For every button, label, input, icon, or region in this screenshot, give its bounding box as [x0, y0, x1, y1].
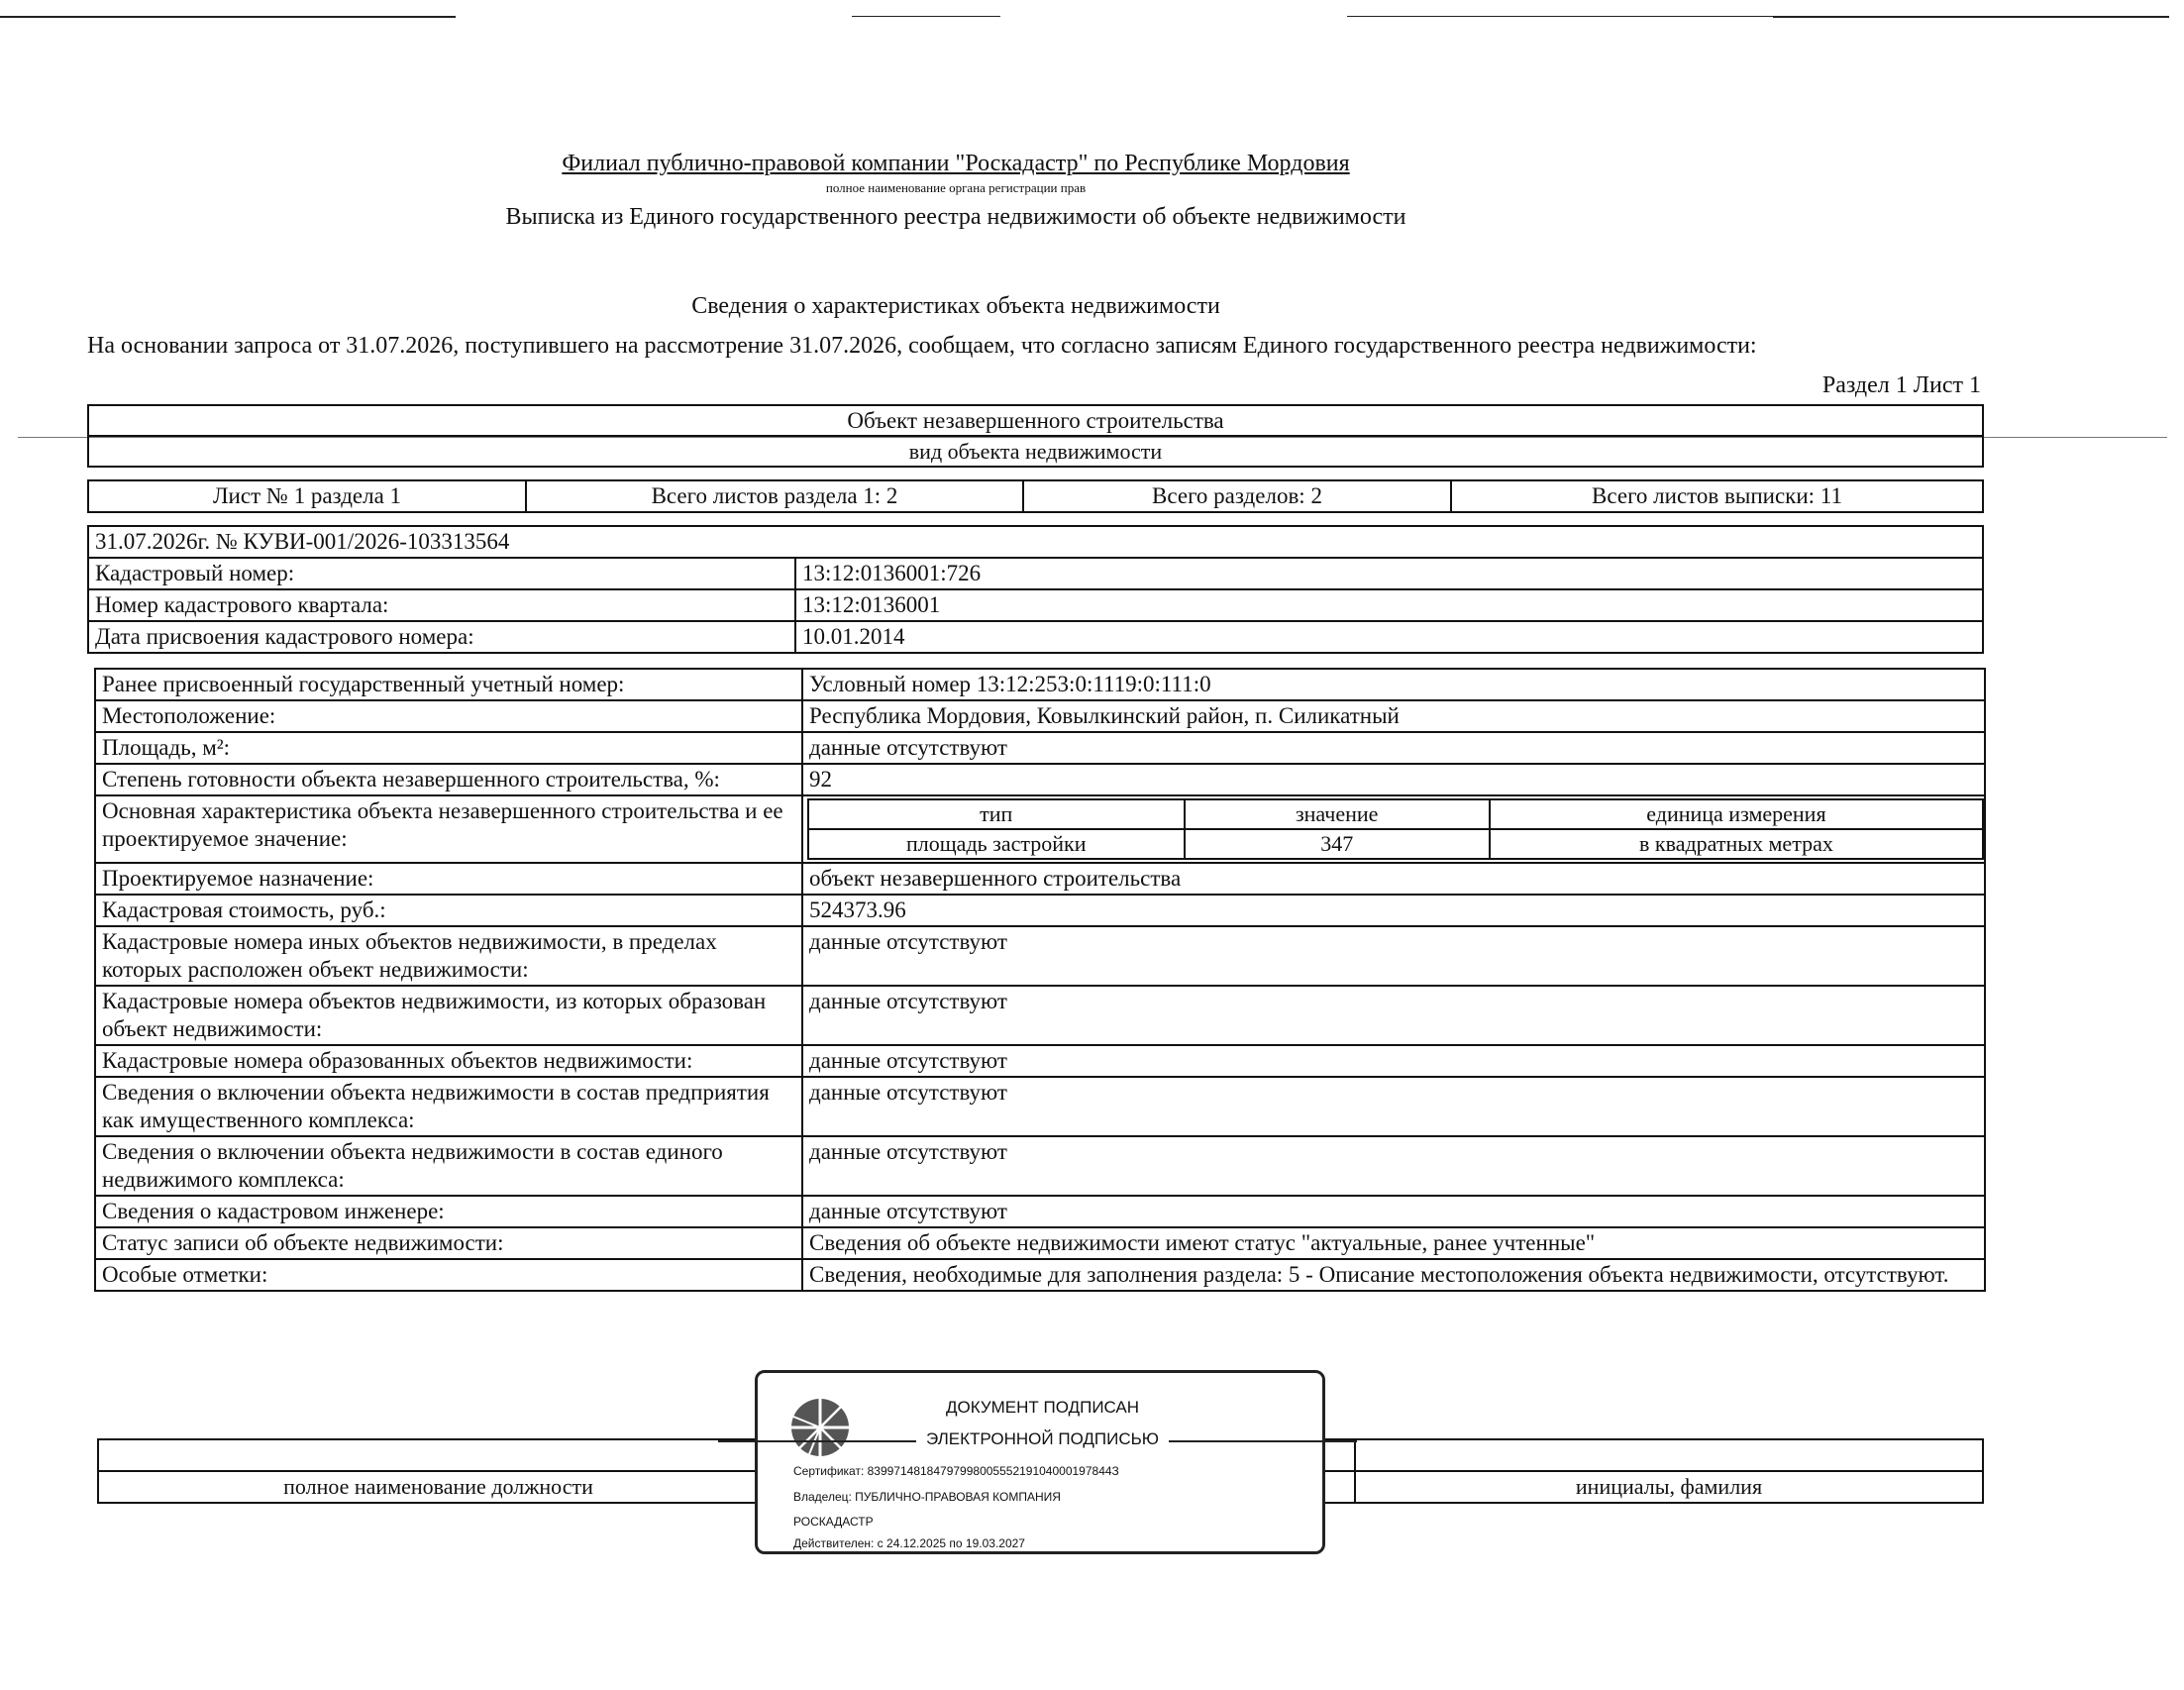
request-basis: На основании запроса от 31.07.2026, поступившего на рассмотрение 31.07.2026, сообщаем, что согласно записям Единого государственного реестра недвижимости:	[87, 333, 1757, 359]
table-row	[95, 1196, 1985, 1227]
organization-name: Филиал публично-правовой компании "Роскадастр" по Республике Мордовия	[562, 151, 1350, 176]
section-sheets-total: Всего листов раздела 1: 2	[526, 480, 1023, 512]
position-cell	[98, 1439, 779, 1471]
field-label: Статус записи об объекте недвижимости:	[95, 1227, 802, 1259]
scan-line	[852, 16, 1000, 17]
characteristics-table	[94, 668, 1986, 1292]
table-row	[95, 795, 1985, 863]
table-cell: 347	[1185, 829, 1490, 859]
stamp-rule	[718, 1440, 916, 1442]
table-cell: площадь застройки	[808, 829, 1185, 859]
extract-title: Выписка из Единого государственного реестра недвижимости об объекте недвижимости	[505, 204, 1406, 230]
field-value: данные отсутствуют	[802, 926, 1985, 986]
field-label: Кадастровые номера иных объектов недвижимости, в пределах которых расположен объект недвижимости:	[95, 926, 802, 986]
position-caption: полное наименование должности	[98, 1471, 779, 1503]
field-label: Степень готовности объекта незавершенного строительства, %:	[95, 764, 802, 795]
table-row	[95, 764, 1985, 795]
table-row	[95, 1259, 1985, 1291]
field-label: Сведения о включении объекта недвижимости в состав единого недвижимого комплекса:	[95, 1136, 802, 1196]
table-row	[95, 700, 1985, 732]
main-characteristic-cell	[802, 795, 1985, 863]
record-number: 31.07.2026г. № КУВИ-001/2026-103313564	[88, 526, 1983, 558]
name-caption: инициалы, фамилия	[1355, 1471, 1983, 1503]
field-value: объект незавершенного строительства	[802, 863, 1985, 895]
scan-line	[1773, 16, 2169, 18]
stamp-owner: Владелец: ПУБЛИЧНО-ПРАВОВАЯ КОМПАНИЯ	[793, 1490, 1061, 1504]
field-label: Местоположение:	[95, 700, 802, 732]
sections-total: Всего разделов: 2	[1023, 480, 1451, 512]
stamp-validity: Действителен: с 24.12.2025 по 19.03.2027	[793, 1536, 1025, 1550]
table-row	[88, 621, 1983, 653]
table-row	[95, 926, 1985, 986]
field-value: данные отсутствуют	[802, 1136, 1985, 1196]
field-value: 13:12:0136001	[795, 589, 1983, 621]
field-label: Площадь, м²:	[95, 732, 802, 764]
table-cell: в квадратных метрах	[1490, 829, 1983, 859]
field-label: Кадастровые номера образованных объектов недвижимости:	[95, 1045, 802, 1077]
stamp-title: ДОКУМЕНТ ПОДПИСАН	[946, 1398, 1140, 1417]
sheets-table	[87, 479, 1984, 513]
table-row	[95, 895, 1985, 926]
field-label: Номер кадастрового квартала:	[88, 589, 795, 621]
field-label: Проектируемое назначение:	[95, 863, 802, 895]
field-value: Республика Мордовия, Ковылкинский район, п. Силикатный	[802, 700, 1985, 732]
scan-line	[1347, 16, 1822, 17]
column-header: значение	[1185, 799, 1490, 829]
field-value: 524373.96	[802, 895, 1985, 926]
stamp-certificate: Сертификат: 8399714818479799800555219104000197844З	[793, 1464, 1119, 1478]
field-value: данные отсутствуют	[802, 732, 1985, 764]
field-label: Кадастровая стоимость, руб.:	[95, 895, 802, 926]
stamp-subtitle: ЭЛЕКТРОННОЙ ПОДПИСЬЮ	[926, 1429, 1159, 1448]
field-label: Ранее присвоенный государственный учетный номер:	[95, 669, 802, 700]
field-value: Условный номер 13:12:253:0:1119:0:111:0	[802, 669, 1985, 700]
name-cell	[1355, 1439, 1983, 1471]
object-type-table	[87, 404, 1984, 468]
field-value: Сведения, необходимые для заполнения раздела: 5 - Описание местоположения объекта недвижимости, отсутствуют.	[802, 1259, 1985, 1291]
main-characteristic-table	[807, 798, 1984, 860]
table-row	[88, 558, 1983, 589]
table-row	[95, 732, 1985, 764]
extract-sheets-total: Всего листов выписки: 11	[1451, 480, 1983, 512]
object-type-value: Объект незавершенного строительства	[88, 405, 1983, 436]
field-value: Сведения об объекте недвижимости имеют статус "актуальные, ранее учтенные"	[802, 1227, 1985, 1259]
field-value: 10.01.2014	[795, 621, 1983, 653]
stamp-owner-name: РОСКАДАСТР	[793, 1515, 874, 1529]
column-header: тип	[808, 799, 1185, 829]
table-row	[95, 1136, 1985, 1196]
field-value: данные отсутствуют	[802, 1077, 1985, 1136]
field-label: Особые отметки:	[95, 1259, 802, 1291]
field-value: данные отсутствуют	[802, 1045, 1985, 1077]
field-label: Сведения о кадастровом инженере:	[95, 1196, 802, 1227]
field-label: Кадастровые номера объектов недвижимости, из которых образован объект недвижимости:	[95, 986, 802, 1045]
field-value: 92	[802, 764, 1985, 795]
sheet-number: Лист № 1 раздела 1	[88, 480, 526, 512]
table-row	[95, 669, 1985, 700]
organization-caption: полное наименование органа регистрации прав	[825, 180, 1087, 195]
field-value: данные отсутствуют	[802, 986, 1985, 1045]
field-value: данные отсутствуют	[802, 1196, 1985, 1227]
roskadastr-logo-icon	[789, 1397, 851, 1458]
stamp-rule	[1169, 1440, 1357, 1442]
field-label: Сведения о включении объекта недвижимости в состав предприятия как имущественного комплекса:	[95, 1077, 802, 1136]
table-row	[95, 1227, 1985, 1259]
table-row	[95, 1077, 1985, 1136]
object-type-caption: вид объекта недвижимости	[88, 436, 1983, 467]
table-row	[88, 589, 1983, 621]
table-row	[95, 986, 1985, 1045]
field-label: Кадастровый номер:	[88, 558, 795, 589]
sheet-reference: Раздел 1 Лист 1	[1821, 372, 1981, 398]
table-row	[95, 1045, 1985, 1077]
cadastral-table	[87, 525, 1984, 654]
column-header: единица измерения	[1490, 799, 1983, 829]
section-title: Сведения о характеристиках объекта недвижимости	[691, 293, 1220, 319]
field-label: Дата присвоения кадастрового номера:	[88, 621, 795, 653]
electronic-signature-stamp	[755, 1370, 1325, 1554]
field-value: 13:12:0136001:726	[795, 558, 1983, 589]
scan-line	[0, 16, 456, 18]
table-row	[95, 863, 1985, 895]
field-label: Основная характеристика объекта незавершенного строительства и ее проектируемое значение:	[95, 795, 802, 863]
